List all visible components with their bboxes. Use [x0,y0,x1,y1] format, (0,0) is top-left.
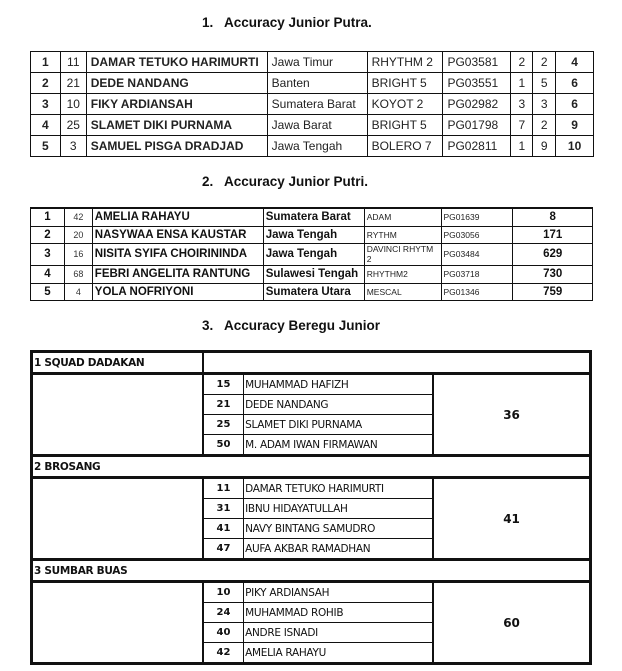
table-row [31,94,594,115]
rank-cell: 1 [31,208,65,226]
table-row [31,243,593,265]
participant-number-cell: 4 [64,283,92,300]
member-name: ANDRE ISNADI [244,623,433,643]
member-number: 10 [203,582,244,603]
name-cell: NISITA SYIFA CHOIRININDA [92,243,263,265]
rank-cell: 2 [31,73,61,94]
bird-name-cell: BRIGHT 5 [367,73,443,94]
section-number: 2. [202,174,214,189]
province-cell: Jawa Tengah [267,136,367,157]
score-2-cell: 2 [533,52,556,73]
section-title-text: Accuracy Junior Putra. [224,15,372,30]
total-cell: 6 [556,73,594,94]
table-row [31,115,594,136]
name-cell: DEDE NANDANG [86,73,267,94]
ring-number-cell: PG03484 [441,243,513,265]
team-score: 36 [503,407,520,422]
team-header-row [32,352,591,374]
participant-number-cell: 68 [64,265,92,283]
member-number: 21 [203,395,244,415]
ring-number-cell: PG01639 [441,208,513,226]
total-cell: 759 [513,283,593,300]
ring-number-cell: PG01798 [443,115,511,136]
rank-cell: 2 [31,226,65,243]
bird-name-cell: BOLERO 7 [367,136,443,157]
rank-cell: 5 [31,136,61,157]
total-cell: 9 [556,115,594,136]
member-number: 47 [203,539,244,560]
score-1-cell: 7 [511,115,533,136]
member-number: 15 [203,374,244,395]
member-name: MUHAMMAD ROHIB [244,603,433,623]
total-cell: 171 [513,226,593,243]
province-cell: Sumatera Barat [263,208,364,226]
ring-number-cell: PG03056 [441,226,513,243]
team-blank-cell [32,478,203,560]
name-cell: SAMUEL PISGA DRADJAD [86,136,267,157]
table-row [31,52,594,73]
results-table-junior-putra [30,51,594,157]
team-blank-cell [32,374,203,456]
member-number: 11 [203,478,244,499]
participant-number-cell: 10 [60,94,86,115]
table-row [31,208,593,226]
bird-name-cell: KOYOT 2 [367,94,443,115]
team-header-blank [203,352,591,374]
section-title-junior-putri [0,174,622,189]
team-results-table [30,350,592,665]
section-number: 3. [202,318,214,333]
score-2-cell: 3 [533,94,556,115]
score-1-cell: 1 [511,136,533,157]
bird-name-cell: RHYTHM2 [364,265,441,283]
member-name: IBNU HIDAYATULLAH [244,499,433,519]
total-cell: 10 [556,136,594,157]
participant-number-cell: 21 [60,73,86,94]
province-cell: Banten [267,73,367,94]
member-name: AUFA AKBAR RAMADHAN [244,539,433,560]
total-cell: 8 [513,208,593,226]
score-2-cell: 5 [533,73,556,94]
name-cell: FEBRI ANGELITA RANTUNG [92,265,263,283]
member-name: DEDE NANDANG [244,395,433,415]
ring-number-cell: PG02982 [443,94,511,115]
member-name: NAVY BINTANG SAMUDRO [244,519,433,539]
score-1-cell: 3 [511,94,533,115]
score-1-cell: 1 [511,73,533,94]
province-cell: Jawa Barat [267,115,367,136]
member-row [32,582,591,603]
section-title-junior-putra [0,15,622,30]
name-cell: NASYWAA ENSA KAUSTAR [92,226,263,243]
ring-number-cell: PG03551 [443,73,511,94]
member-number: 50 [203,435,244,456]
participant-number-cell: 11 [60,52,86,73]
total-cell: 4 [556,52,594,73]
score-1-cell: 2 [511,52,533,73]
section-title-text: Accuracy Beregu Junior [224,318,381,333]
ring-number-cell: PG03718 [441,265,513,283]
table-row [31,136,594,157]
name-cell: YOLA NOFRIYONI [92,283,263,300]
team-header-row [32,456,591,478]
province-cell: Sumatera Utara [263,283,364,300]
team-header-row [32,560,591,582]
bird-name-cell: ADAM [364,208,441,226]
province-cell: Jawa Tengah [263,243,364,265]
bird-name-cell: MESCAL [364,283,441,300]
team-blank-cell [32,582,203,664]
rank-cell: 3 [31,243,65,265]
rank-cell: 3 [31,94,61,115]
total-cell: 629 [513,243,593,265]
member-name: SLAMET DIKI PURNAMA [244,415,433,435]
rank-cell: 4 [31,265,65,283]
rank-cell: 1 [31,52,61,73]
table-row [31,226,593,243]
team-label: 3 SUMBAR BUAS [34,564,128,577]
member-row [32,478,591,499]
section-title-text: Accuracy Junior Putri. [224,174,369,189]
member-row [32,374,591,395]
member-name: DAMAR TETUKO HARIMURTI [244,478,433,499]
member-number: 41 [203,519,244,539]
team-label: 2 BROSANG [34,460,101,473]
participant-number-cell: 25 [60,115,86,136]
province-cell: Jawa Tengah [263,226,364,243]
participant-number-cell: 16 [64,243,92,265]
member-name: PIKY ARDIANSAH [244,582,433,603]
province-cell: Jawa Timur [267,52,367,73]
total-cell: 6 [556,94,594,115]
bird-name-cell: RHYTHM 2 [367,52,443,73]
table-row [31,283,593,300]
name-cell: AMELIA RAHAYU [92,208,263,226]
table-row [31,265,593,283]
name-cell: SLAMET DIKI PURNAMA [86,115,267,136]
bird-name-cell: DAVINCI RHYTM 2 [364,243,441,265]
member-number: 42 [203,643,244,664]
score-2-cell: 9 [533,136,556,157]
name-cell: DAMAR TETUKO HARIMURTI [86,52,267,73]
name-cell: FIKY ARDIANSAH [86,94,267,115]
ring-number-cell: PG02811 [443,136,511,157]
member-name: M. ADAM IWAN FIRMAWAN [244,435,433,456]
section-title-beregu-junior [0,318,622,333]
member-number: 25 [203,415,244,435]
rank-cell: 4 [31,115,61,136]
member-number: 40 [203,623,244,643]
province-cell: Sulawesi Tengah [263,265,364,283]
member-number: 24 [203,603,244,623]
participant-number-cell: 42 [64,208,92,226]
province-cell: Sumatera Barat [267,94,367,115]
bird-name-cell: BRIGHT 5 [367,115,443,136]
member-name: AMELIA RAHAYU [244,643,433,664]
member-number: 31 [203,499,244,519]
rank-cell: 5 [31,283,65,300]
ring-number-cell: PG01346 [441,283,513,300]
score-2-cell: 2 [533,115,556,136]
ring-number-cell: PG03581 [443,52,511,73]
team-score: 60 [503,615,520,630]
participant-number-cell: 3 [60,136,86,157]
bird-name-cell: RYTHM [364,226,441,243]
results-table-junior-putri [30,207,593,301]
total-cell: 730 [513,265,593,283]
team-score: 41 [503,511,520,526]
participant-number-cell: 20 [64,226,92,243]
team-label: 1 SQUAD DADAKAN [32,352,203,374]
table-row [31,73,594,94]
member-name: MUHAMMAD HAFIZH [244,374,433,395]
section-number: 1. [202,15,214,30]
